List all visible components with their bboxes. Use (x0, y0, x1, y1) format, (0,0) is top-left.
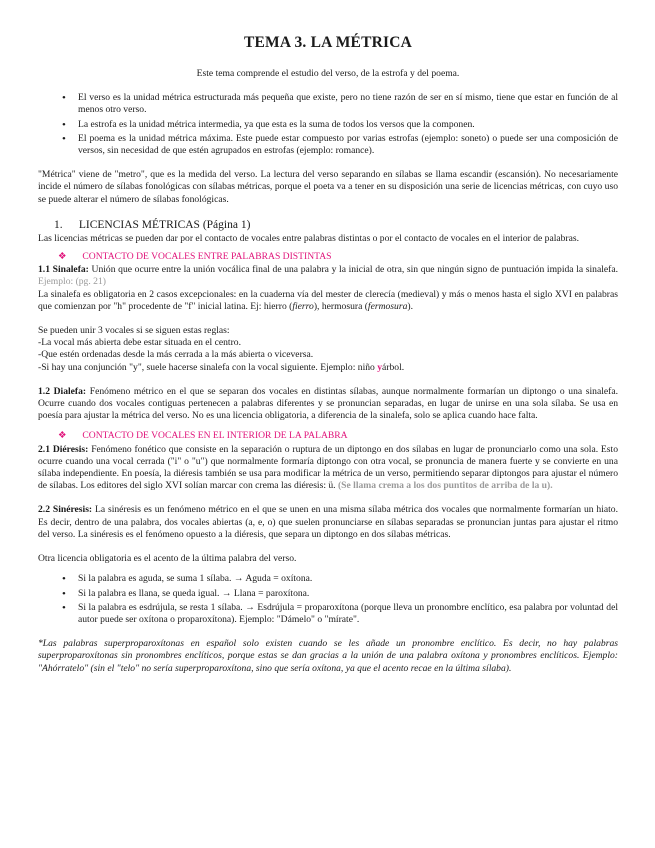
sinalefa-label: 1.1 Sinalefa: (38, 264, 89, 276)
dialefa-text: Fenómeno métrico en el que se separan dos vocales en distintas sílabas, aunque normalmente formarían un diptongo o una sinalefa. Ocurre cuando dos vocales contiguas pertenecen a palabras diferentes y se pronuncian separadas, en lugar de unirse en una sola sílaba. Se usa en poesía para ajustar la métrica del verso. No es una licencia obligatoria, a diferencia de la sinalefa, solo se aplica cuando hace falta. (38, 385, 618, 422)
subheading-text: CONTACTO DE VOCALES ENTRE PALABRAS DISTINTAS (82, 251, 332, 263)
regla-3-y: y (377, 361, 383, 373)
dieresis-paragraph (38, 444, 618, 493)
section-number: 1. (54, 218, 63, 231)
page-title: TEMA 3. LA MÉTRICA (243, 34, 413, 51)
diamond-icon: ❖ (58, 251, 67, 263)
regla-3-end: árbol. (382, 361, 405, 373)
bullet-poema: • El poema es la unidad métrica máxima. Este puede estar compuesto por varias estrofas (ejemplo: soneto) o puede ser una composición de versos, sin necesidad de que estén agrupados en estrofas (ejemplo: romance). (78, 133, 618, 157)
obligatoria-text-3: ). (407, 300, 413, 312)
dieresis-note: (Se llama crema a los dos puntitos de arriba de la u). (337, 480, 553, 492)
subheading-entre-palabras (38, 251, 618, 263)
intro-text: Este tema comprende el estudio del verso, de la estrofa y del poema. (196, 68, 460, 79)
metrica-paragraph: "Métrica" viene de "metro", que es la medida del verso. La lectura del verso separando en sílabas se llama escandir (escansión). No necesariamente incide el número de sílabas fonológicas con sílabas métricas, porque el poeta va a tener en su disposición una serie de licencias métricas, con cuyo uso se puede alterar el número de sílabas fonológicas. (38, 169, 618, 205)
fierro-word: fierro (292, 300, 314, 312)
document-page (38, 34, 618, 675)
sinalefa-example: Ejemplo: (pg. 21) (38, 276, 106, 288)
acento-list (38, 573, 618, 626)
subheading-text: CONTACTO DE VOCALES EN EL INTERIOR DE LA PALABRA (82, 430, 348, 442)
sineresis-label: 2.2 Sinéresis: (38, 504, 93, 516)
obligatoria-text-1: La sinalefa es obligatoria en 2 casos excepcionales: en la cuaderna vía del mester de clerecía (medieval) y más o menos hasta el siglo XVI en palabras que comienzan por "h" procedente de "f" inicial latina. Ej: hierro ( (38, 288, 618, 312)
dieresis-text: Fenómeno fonético que consiste en la separación o ruptura de un diptongo en dos sílabas en lugar de pronunciarlo como una sola. Esto ocurre cuando una vocal cerrada ("i" o "u") que normalmente formaría diptongo con otra vocal, se pronuncia de manera fuerte y se convierte en una sílaba independiente. En poesía, la diéresis también se usa para modificar la métrica de un verso, permitiendo separar diptongos para ajustar el número de sílabas. Los editores del siglo XVI solían marcar con crema las diéresis: ü. (38, 443, 618, 492)
bullet-verso: • El verso es la unidad métrica estructurada más pequeña que existe, pero no tiene razón de ser en sí mismo, tiene que estar en función de al menos otro verso. (78, 92, 618, 116)
obligatoria-text-2: ), hermosura ( (313, 300, 368, 312)
acento-esdrujula: • Si la palabra es esdrújula, se resta 1 sílaba. → Esdrújula = proparoxítona (porque lleva un pronombre enclítico, esa palabra por voluntad del autor puede ser oxítona o proparoxítona). Ejemplo: "Dámelo" o "mírate". (78, 602, 618, 626)
dialefa-label: 1.2 Dialefa: (38, 385, 87, 397)
acento-llana: • Si la palabra es llana, se queda igual. → Llana = paroxítona. (78, 588, 618, 600)
sinalefa-paragraph (38, 264, 618, 288)
regla-3 (38, 362, 618, 374)
acento-intro: Otra licencia obligatoria es el acento de la última palabra del verso. (38, 553, 297, 565)
obligatoria-paragraph (38, 289, 618, 313)
section-intro: Las licencias métricas se pueden dar por el contacto de vocales entre palabras distintas o por el contacto de vocales en el interior de palabras. (38, 232, 580, 244)
dialefa-paragraph (38, 386, 618, 423)
regla-1: -La vocal más abierta debe estar situada en el centro. (38, 337, 241, 349)
sinalefa-text: Unión que ocurre entre la unión vocálica final de una palabra y la inicial de otra, sin que ningún signo de puntuación impida la sinalefa. (88, 264, 619, 276)
footnote: *Las palabras superproparoxítonas en español solo existen cuando se les añade un pronombre enclítico. Es decir, no hay palabras superproparoxítonas sin pronombres enclíticos, porque estas se dan gracias a la unión de una palabra oxítona y pronombres enclíticos. Ejemplo: "Ahórratelo" (sin el "telo" no sería superproparoxítona, sino que sería oxítona, ya que el acento recae en la última sílaba). (38, 638, 618, 674)
regla-3-text: -Si hay una conjunción "y", suele hacerse sinalefa con la vocal siguiente. Ejemplo: niño (38, 361, 378, 373)
bullet-estrofa: • La estrofa es la unidad métrica intermedia, ya que esta es la suma de todos los versos que la componen. (78, 119, 618, 131)
fermosura-word: fermosura (367, 300, 408, 312)
section-title: LICENCIAS MÉTRICAS (Página 1) (78, 218, 251, 231)
sineresis-paragraph (38, 504, 618, 541)
diamond-icon: ❖ (58, 430, 67, 442)
subheading-interior-palabra (38, 430, 618, 442)
section-heading-licencias (38, 218, 618, 232)
dieresis-label: 2.1 Diéresis: (38, 443, 89, 455)
sineresis-text: La sinéresis es un fenómeno métrico en el que se unen en una misma sílaba métrica dos vocales que normalmente formarían un hiato. Es decir, dentro de una palabra, dos vocales abiertas (a, e, o) que suelen pronunciarse en sílabas separadas se pronuncian juntas para ajustar el ritmo del verso. La sinéresis es el fenómeno opuesto a la diéresis, que separa un diptongo en dos sílabas métricas. (38, 504, 618, 540)
regla-2: -Que estén ordenadas desde la más cerrada a la más abierta o viceversa. (38, 349, 314, 361)
unit-bullet-list (38, 92, 618, 157)
acento-aguda: • Si la palabra es aguda, se suma 1 sílaba. → Aguda = oxítona. (78, 573, 618, 585)
reglas-intro: Se pueden unir 3 vocales si se siguen estas reglas: (38, 325, 230, 337)
